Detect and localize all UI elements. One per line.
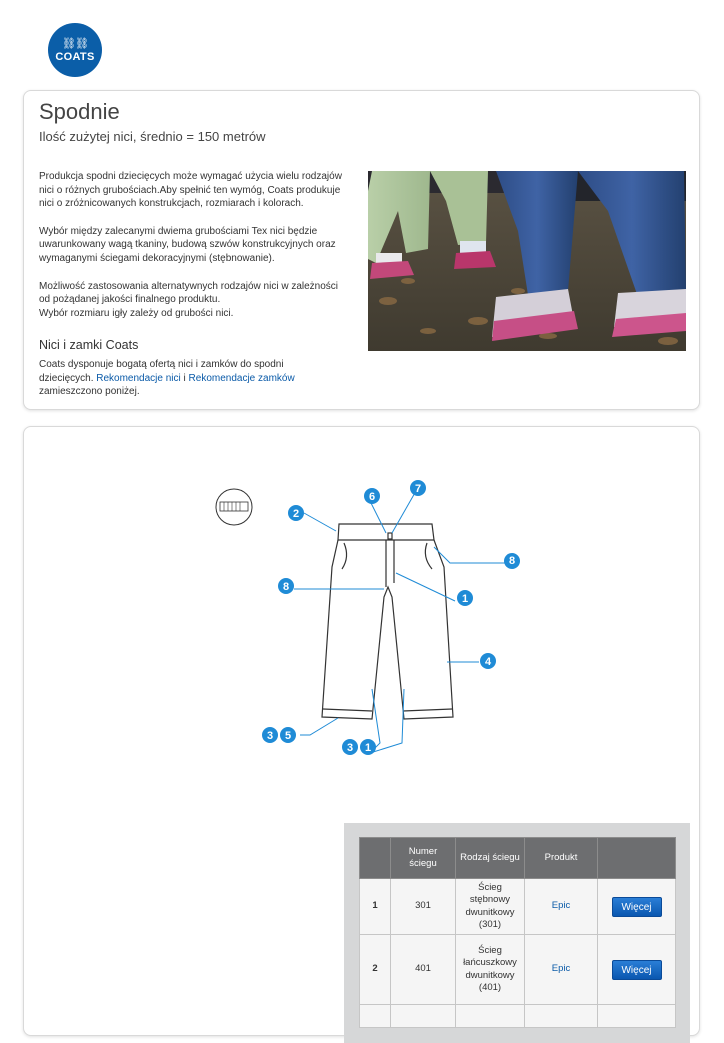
product-info-card <box>23 90 700 410</box>
stitch-number: 401 <box>391 935 456 1005</box>
marker-1b: 1 <box>364 742 372 754</box>
stitch-type: Ścieg stębnowy dwunitkowy (301) <box>456 879 525 935</box>
intro-paragraph: Wybór rozmiaru igły zależy od grubości nici. <box>39 307 234 319</box>
thread-recommendations-link[interactable]: Rekomendacje nici <box>96 372 181 384</box>
zipper-detail-icon <box>216 489 252 525</box>
intro-paragraph: Wybór między zalecanymi dwiema grubościami Tex nici będzie uwarunkowany wagą tkaniny, budową szwów konstrukcyjnych oraz wymaganymi ściegami dekoracyjnymi (stębnowanie). <box>39 225 336 264</box>
table-cell-empty <box>525 1005 598 1028</box>
product-link[interactable]: Epic <box>551 963 571 975</box>
column-header-stitch-number: Numer ściegu <box>391 838 456 879</box>
marker-7: 7 <box>414 483 422 495</box>
column-header-product: Produkt <box>525 838 598 879</box>
table-header-row <box>360 838 676 879</box>
stitch-table <box>359 837 676 1028</box>
trousers-stitch-diagram <box>212 477 516 767</box>
section-text-part: Coats dysponuje bogatą ofertą nici i zamków do spodni dziecięcych. <box>39 359 284 384</box>
thread-usage-subtitle: Ilość zużytej nici, średnio = 150 metrów <box>39 129 266 144</box>
chain-emblem-icon: ⛓⛓ <box>62 37 88 50</box>
section-text-part: zamieszczono poniżej. <box>39 386 140 398</box>
marker-8-right: 8 <box>504 553 520 569</box>
marker-1: 1 <box>461 593 469 605</box>
stitch-type: Ścieg łańcuszkowy dwunitkowy (401) <box>456 935 525 1005</box>
coats-logo[interactable] <box>48 23 102 77</box>
marker-5: 5 <box>284 730 292 742</box>
more-button[interactable]: Więcej <box>612 960 662 980</box>
intro-paragraph: Produkcja spodni dziecięcych może wymagać użycia wielu rodzajów nici o różnych grubościach.Aby spełnić ten wymóg, Coats produkuje nici o zróżnicowanych konstrukcjach, rozmiarach i kolorach. <box>39 171 342 210</box>
product-photo <box>368 171 686 351</box>
table-cell-empty <box>456 1005 525 1028</box>
marker-4: 4 <box>484 656 492 668</box>
intro-text <box>39 170 351 334</box>
marker-3: 3 <box>266 730 274 742</box>
stitch-markers <box>262 480 512 755</box>
marker-6: 6 <box>368 491 376 503</box>
intro-paragraph: Możliwość zastosowania alternatywnych rodzajów nici w zależności od pożądanej jakości finalnego produktu. <box>39 280 339 306</box>
marker-8: 8 <box>282 581 290 593</box>
table-cell-empty <box>360 1005 391 1028</box>
section-text-part: i <box>180 372 189 384</box>
zipper-recommendations-link[interactable]: Rekomendacje zamków <box>188 372 295 384</box>
table-row <box>360 1005 676 1028</box>
stitch-diagram-card <box>23 426 700 1036</box>
more-button[interactable]: Więcej <box>612 897 662 917</box>
row-index: 1 <box>360 879 391 935</box>
table-row <box>360 935 676 1005</box>
table-cell-empty <box>391 1005 456 1028</box>
section-text <box>39 358 299 399</box>
callout-lines <box>294 491 512 753</box>
column-header-stitch-type: Rodzaj ściegu <box>456 838 525 879</box>
product-link[interactable]: Epic <box>551 900 571 912</box>
column-header-index <box>360 838 391 879</box>
row-index: 2 <box>360 935 391 1005</box>
stitch-table-panel <box>344 823 690 1043</box>
trousers-outline <box>322 524 453 719</box>
marker-2: 2 <box>292 508 300 520</box>
column-header-action <box>598 838 676 879</box>
logo-text: COATS <box>55 50 95 63</box>
section-heading: Nici i zamki Coats <box>39 338 139 352</box>
marker-3b: 3 <box>346 742 354 754</box>
stitch-number: 301 <box>391 879 456 935</box>
table-cell-empty <box>598 1005 676 1028</box>
table-row <box>360 879 676 935</box>
page-title: Spodnie <box>39 99 120 124</box>
